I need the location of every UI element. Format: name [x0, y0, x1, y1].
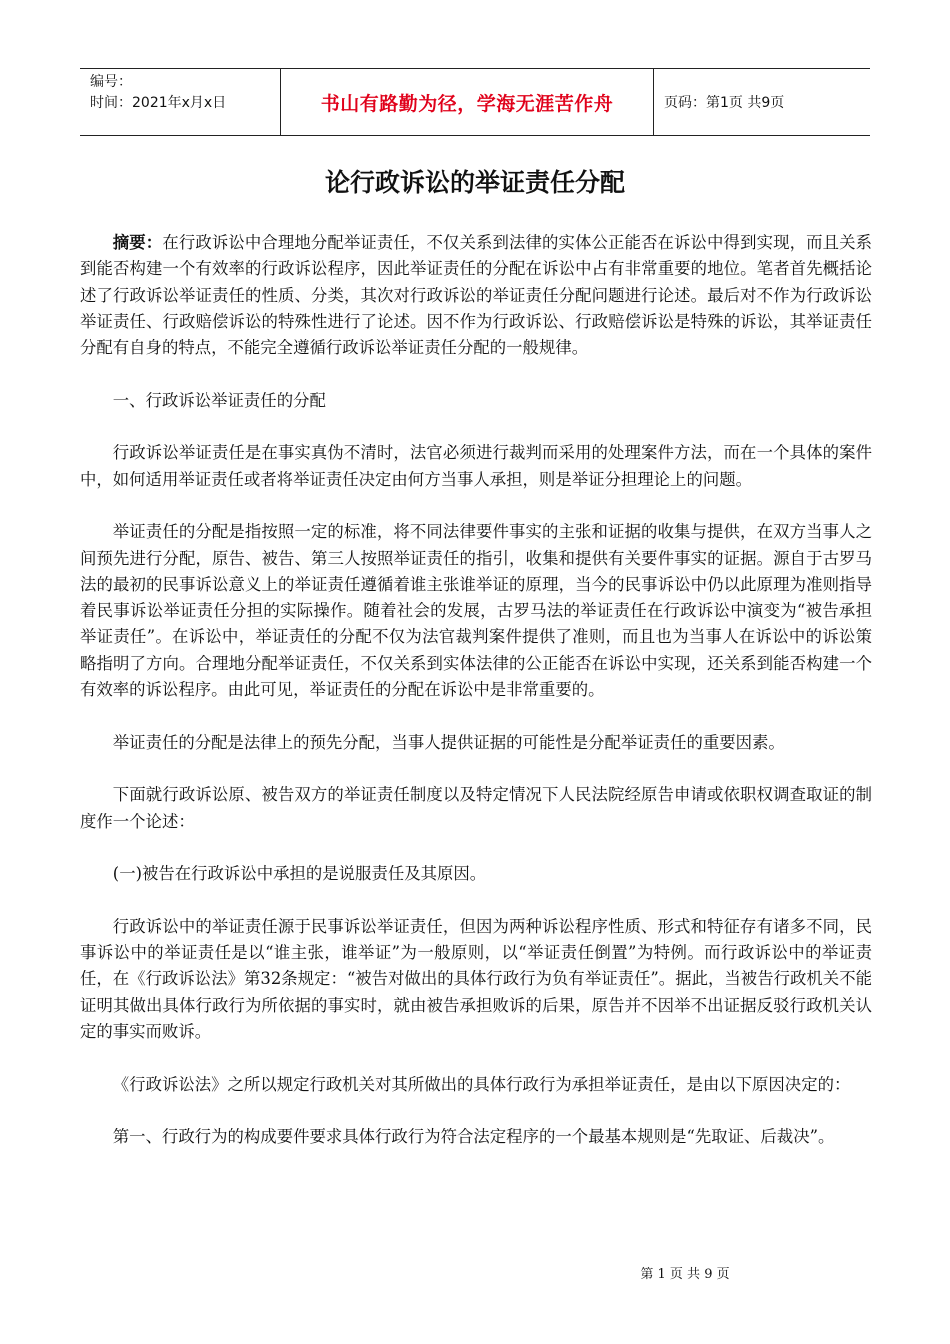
- document-number-label: 编号：: [90, 74, 132, 90]
- abstract-paragraph: [80, 230, 872, 361]
- subsection-heading: (一)被告在行政诉讼中承担的是说服责任及其原因。: [112, 864, 487, 884]
- document-date: 时间：2021年x月x日: [90, 95, 227, 111]
- header-meta: [80, 69, 280, 135]
- abstract-text: 在行政诉讼中合理地分配举证责任，不仅关系到法律的实体公正能否在诉讼中得到实现，而且关系到能否构建一个有效率的行政诉讼程序，因此举证责任的分配在诉讼中占有非常重要的地位。笔者首先概括论述了行政诉讼举证责任的性质、分类，其次对行政诉讼的举证责任分配问题进行论述。最后对不作为行政诉讼举证责任、行政赔偿诉讼的特殊性进行了论述。因不作为行政诉讼、行政赔偿诉讼是特殊的诉讼，其举证责任分配有自身的特点，不能完全遵循行政诉讼举证责任分配的一般规律。: [80, 233, 873, 358]
- body-paragraph: 行政诉讼中的举证责任源于民事诉讼举证责任，但因为两种诉讼程序性质、形式和特征存有诸多不同，民事诉讼中的举证责任是以“谁主张，谁举证”为一般原则，以“举证责任倒置”为特例。而行政诉讼中的举证责任，在《行政诉讼法》第32条规定：“被告对做出的具体行政行为负有举证责任”。据此，当被告行政机关不能证明其做出具体行政行为所依据的事实时，就由被告承担败诉的后果，原告并不因举不出证据反驳行政机关认定的事实而败诉。: [80, 916, 872, 1041]
- footer-page-number: 第 1 页 共 9 页: [640, 1267, 730, 1282]
- body-paragraph: 第一、行政行为的构成要件要求具体行政行为符合法定程序的一个最基本规则是“先取证、后裁决”。: [112, 1127, 835, 1147]
- body-paragraph: 下面就行政诉讼原、被告双方的举证责任制度以及特定情况下人民法院经原告申请或依职权调查取证的制度作一个论述：: [80, 785, 872, 831]
- body-paragraph: 行政诉讼举证责任是在事实真伪不清时，法官必须进行裁判而采用的处理案件方法，而在一个具体的案件中，如何适用举证责任或者将举证责任决定由何方当事人承担，则是举证分担理论上的问题。: [80, 443, 872, 489]
- header-page-info: 页码：第1页 共9页: [664, 95, 785, 111]
- document-body: [80, 230, 872, 1177]
- header-motto: 书山有路勤为径，学海无涯苦作舟: [280, 69, 654, 135]
- abstract-label: 摘要：: [112, 233, 163, 252]
- page-header: [80, 68, 870, 136]
- section-heading: 一、行政诉讼举证责任的分配: [112, 390, 326, 410]
- body-paragraph: 举证责任的分配是指按照一定的标准，将不同法律要件事实的主张和证据的收集与提供，在双方当事人之间预先进行分配，原告、被告、第三人按照举证责任的指引，收集和提供有关要件事实的证据。源自于古罗马法的最初的民事诉讼意义上的举证责任遵循着谁主张谁举证的原理，当今的民事诉讼中仍以此原理为准则指导着民事诉讼举证责任分担的实际操作。随着社会的发展，古罗马法的举证责任在行政诉讼中演变为“被告承担举证责任”。在诉讼中，举证责任的分配不仅为法官裁判案件提供了准则，而且也为当事人在诉讼中的诉讼策略指明了方向。合理地分配举证责任，不仅关系到实体法律的公正能否在诉讼中实现，还关系到能否构建一个有效率的诉讼程序。由此可见，举证责任的分配在诉讼中是非常重要的。: [80, 522, 872, 700]
- body-paragraph: 《行政诉讼法》之所以规定行政机关对其所做出的具体行政行为承担举证责任，是由以下原因决定的：: [112, 1074, 851, 1094]
- page-footer: [0, 1263, 950, 1282]
- document-title: 论行政诉讼的举证责任分配: [324, 168, 625, 197]
- body-paragraph: 举证责任的分配是法律上的预先分配，当事人提供证据的可能性是分配举证责任的重要因素。: [112, 732, 785, 752]
